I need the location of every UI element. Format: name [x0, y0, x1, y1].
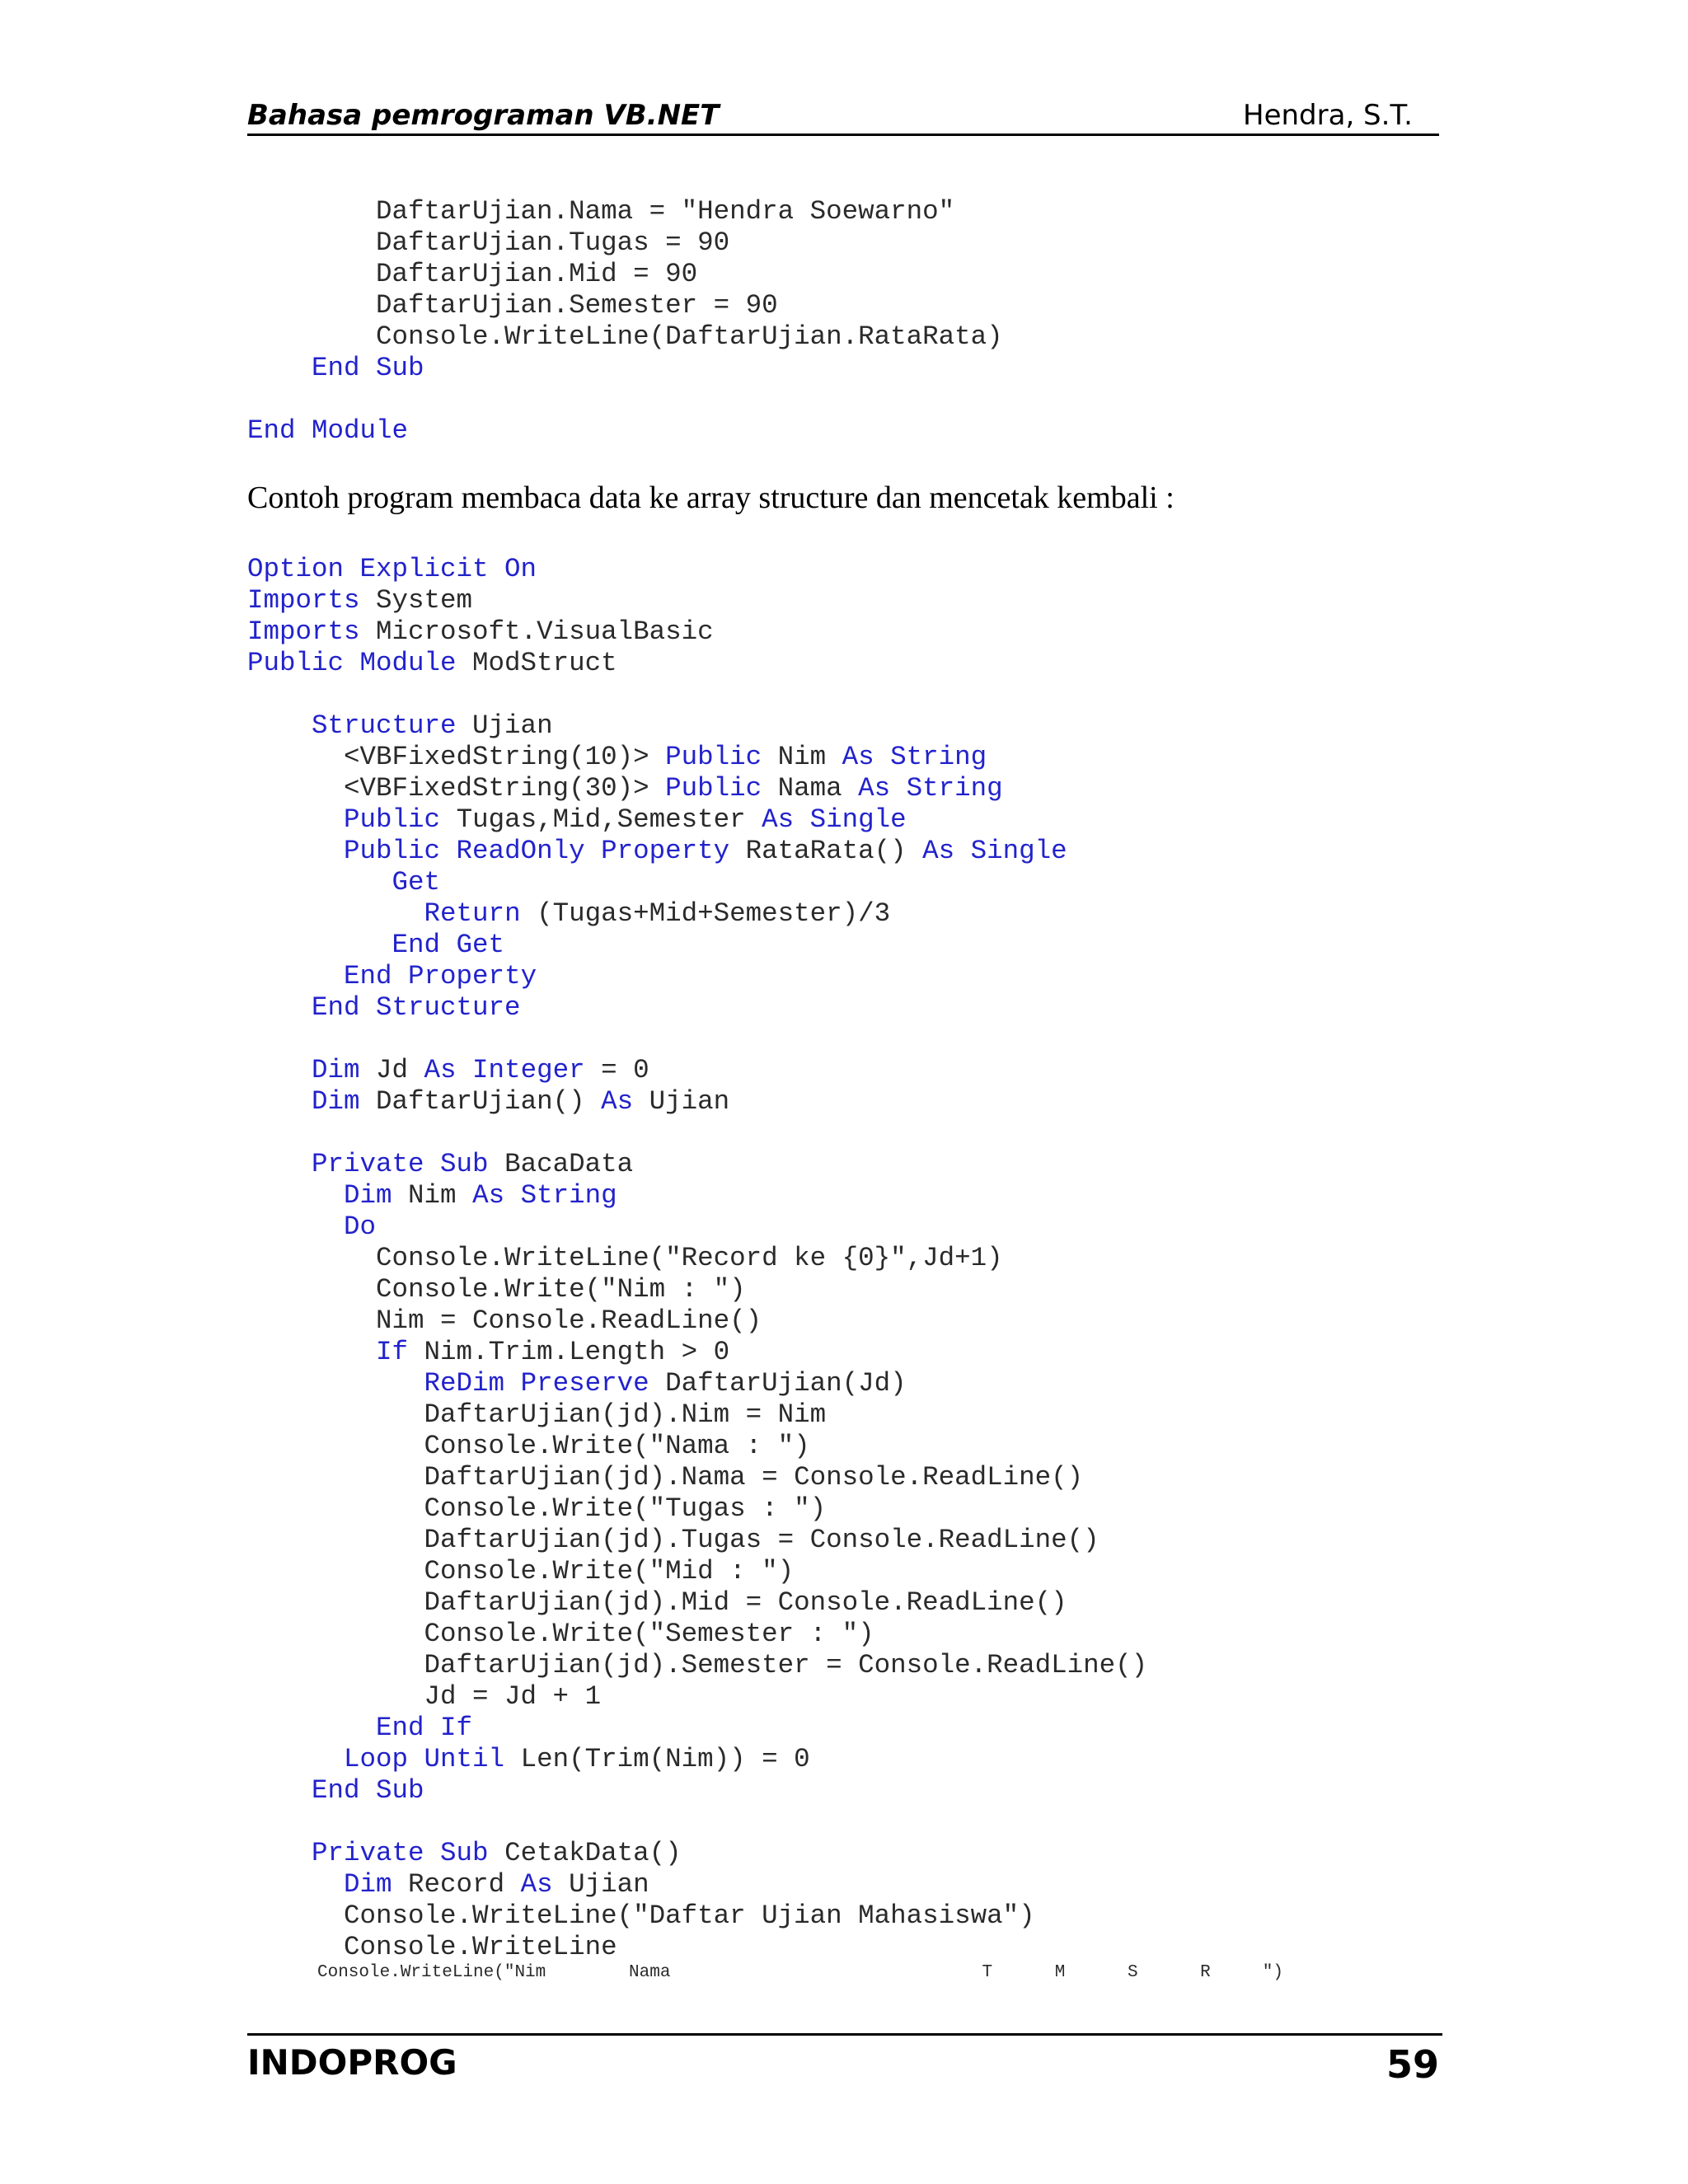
footer-rule — [247, 2033, 1442, 2036]
code-keyword: Public Module — [247, 648, 457, 678]
code-text: Ujian — [552, 1869, 649, 1900]
code-text: DaftarUjian(Jd) — [649, 1368, 907, 1399]
code-line — [247, 1713, 1147, 1744]
code-text: Nim — [762, 742, 842, 772]
code-line — [247, 961, 1147, 992]
code-keyword: End Get — [392, 930, 505, 960]
code-keyword: As Single — [922, 836, 1067, 866]
code-text — [247, 1713, 376, 1743]
code-keyword: Do — [344, 1212, 377, 1242]
code-text: CetakData() — [488, 1838, 682, 1868]
code-text: DaftarUjian.Mid = 90 — [247, 259, 698, 289]
code-text: Console.WriteLine(DaftarUjian.RataRata) — [247, 321, 1003, 352]
code-text: DaftarUjian(jd).Nama = Console.ReadLine() — [247, 1462, 1084, 1493]
code-keyword: End Sub — [312, 353, 424, 383]
code-keyword: Structure — [312, 710, 457, 741]
code-text — [247, 1149, 312, 1179]
code-keyword: As — [520, 1869, 553, 1900]
code-line — [247, 554, 1147, 585]
code-line — [247, 290, 1003, 321]
code-line — [247, 1807, 1147, 1838]
code-text — [247, 836, 344, 866]
code-text: Console.Write("Nim : ") — [247, 1274, 746, 1305]
code-text: = 0 — [584, 1055, 649, 1085]
code-text: System — [359, 585, 473, 616]
code-keyword: Dim — [344, 1180, 392, 1211]
code-text: Console.Write("Nama : ") — [247, 1431, 810, 1461]
code-line — [247, 1932, 1147, 1963]
code-keyword: As String — [858, 773, 1003, 804]
header-author: Hendra, S.T. — [1243, 99, 1413, 132]
code-text: <VBFixedString(30)> — [247, 773, 666, 804]
code-text: DaftarUjian() — [359, 1086, 602, 1117]
code-keyword: Private Sub — [312, 1149, 489, 1179]
code-text: Console.Write("Mid : ") — [247, 1556, 795, 1586]
code-text: <VBFixedString(10)> — [247, 742, 666, 772]
code-line — [247, 353, 1003, 384]
code-text: DaftarUjian(jd).Tugas = Console.ReadLine() — [247, 1525, 1100, 1555]
code-text — [247, 867, 392, 898]
code-text: Record — [392, 1869, 521, 1900]
code-text — [247, 1086, 312, 1117]
code-keyword: Private Sub — [312, 1838, 489, 1868]
code-line — [247, 1274, 1147, 1305]
code-text — [247, 353, 312, 383]
code-text: ModStruct — [456, 648, 617, 678]
code-text: DaftarUjian(jd).Semester = Console.ReadLine() — [247, 1650, 1148, 1680]
code-keyword: End Property — [344, 961, 537, 991]
code-text: Ujian — [633, 1086, 730, 1117]
code-text: Tugas,Mid,Semester — [440, 804, 762, 835]
code-text — [247, 1055, 312, 1085]
code-text: DaftarUjian(jd).Mid = Console.ReadLine() — [247, 1587, 1067, 1618]
code-line — [247, 1055, 1147, 1086]
code-line — [247, 1305, 1147, 1337]
footer-brand: INDOPROG — [247, 2042, 457, 2083]
code-keyword: Dim — [312, 1086, 360, 1117]
code-line — [247, 585, 1147, 616]
code-keyword: End Module — [247, 415, 409, 446]
code-line — [247, 1462, 1147, 1493]
code-keyword: Imports — [247, 585, 360, 616]
code-text: Ujian — [456, 710, 553, 741]
code-line — [247, 1493, 1147, 1525]
page-number: 59 — [1386, 2042, 1439, 2087]
code-keyword: Option Explicit On — [247, 554, 537, 584]
code-line — [247, 384, 1003, 415]
code-keyword: End If — [376, 1713, 473, 1743]
code-line — [247, 616, 1147, 648]
code-line — [247, 898, 1147, 930]
code-keyword: As String — [842, 742, 987, 772]
code-line — [247, 1619, 1147, 1650]
header-title: Bahasa pemrograman VB.NET — [247, 99, 720, 132]
code-keyword: ReDim Preserve — [424, 1368, 649, 1399]
code-text — [247, 1212, 344, 1242]
code-text — [247, 1337, 376, 1367]
code-keyword: Public — [344, 804, 441, 835]
code-text: Console.WriteLine — [247, 1932, 617, 1962]
code-line — [247, 1212, 1147, 1243]
code-text: Console.WriteLine("Record ke {0}",Jd+1) — [247, 1243, 1003, 1273]
code-text — [247, 1180, 344, 1211]
code-text: Nim.Trim.Length > 0 — [408, 1337, 730, 1367]
code-text: Microsoft.VisualBasic — [359, 616, 714, 647]
code-line — [247, 867, 1147, 898]
code-text — [247, 1838, 312, 1868]
code-line-small: Console.WriteLine("Nim Nama T M S R ") — [317, 1963, 1283, 1982]
code-text — [247, 1368, 424, 1399]
code-line — [247, 1399, 1147, 1431]
code-line — [247, 1556, 1147, 1587]
code-text — [247, 710, 312, 741]
code-keyword: As Single — [762, 804, 907, 835]
code-keyword: Imports — [247, 616, 360, 647]
code-line — [247, 1681, 1147, 1713]
code-line — [247, 1525, 1147, 1556]
code-keyword: Public — [665, 742, 762, 772]
code-line — [247, 679, 1147, 710]
code-line — [247, 1650, 1147, 1681]
code-text: Nim — [392, 1180, 473, 1211]
code-line — [247, 1838, 1147, 1869]
code-keyword: Public ReadOnly Property — [344, 836, 730, 866]
code-line — [247, 1368, 1147, 1399]
code-line — [247, 1149, 1147, 1180]
code-keyword: As String — [472, 1180, 617, 1211]
code-line — [247, 836, 1147, 867]
code-text: Nim = Console.ReadLine() — [247, 1305, 762, 1336]
code-line — [247, 1086, 1147, 1118]
code-text: RataRata() — [729, 836, 923, 866]
code-keyword: End Structure — [312, 992, 521, 1023]
code-keyword: As — [601, 1086, 634, 1117]
code-text: Console.Write("Tugas : ") — [247, 1493, 827, 1524]
code-text — [247, 1744, 344, 1774]
code-text — [247, 930, 392, 960]
code-line — [247, 1024, 1147, 1055]
code-text: Nama — [762, 773, 859, 804]
code-text: DaftarUjian.Semester = 90 — [247, 290, 778, 321]
code-text — [247, 1775, 312, 1806]
code-text: Jd = Jd + 1 — [247, 1681, 602, 1712]
code-text: Jd — [359, 1055, 424, 1085]
code-line — [247, 742, 1147, 773]
code-text: DaftarUjian.Nama = "Hendra Soewarno" — [247, 196, 955, 227]
code-text: Console.Write("Semester : ") — [247, 1619, 874, 1649]
code-line — [247, 992, 1147, 1024]
code-line — [247, 1587, 1147, 1619]
code-line — [247, 227, 1003, 259]
code-text — [247, 898, 424, 929]
code-line — [247, 804, 1147, 836]
code-text — [247, 992, 312, 1023]
code-line — [247, 259, 1003, 290]
code-text: Len(Trim(Nim)) = 0 — [504, 1744, 810, 1774]
code-line — [247, 648, 1147, 679]
code-keyword: End Sub — [312, 1775, 424, 1806]
code-text — [247, 961, 344, 991]
body-paragraph: Contoh program membaca data ke array structure dan mencetak kembali : — [247, 480, 1175, 515]
code-line — [247, 1744, 1147, 1775]
code-line — [247, 1337, 1147, 1368]
code-line — [247, 1869, 1147, 1900]
code-line — [247, 1775, 1147, 1807]
code-text: (Tugas+Mid+Semester)/3 — [520, 898, 891, 929]
code-line — [247, 710, 1147, 742]
code-text: DaftarUjian.Tugas = 90 — [247, 227, 730, 258]
code-line — [247, 196, 1003, 227]
code-keyword: Get — [392, 867, 441, 898]
code-block-top — [247, 196, 1003, 447]
code-line — [247, 1180, 1147, 1212]
code-keyword: Dim — [344, 1869, 392, 1900]
code-text — [247, 804, 344, 835]
page-header — [247, 97, 1439, 136]
code-keyword: Return — [424, 898, 521, 929]
code-keyword: Dim — [312, 1055, 360, 1085]
code-line — [247, 321, 1003, 353]
code-keyword: Public — [665, 773, 762, 804]
code-text — [247, 1869, 344, 1900]
code-line — [247, 1118, 1147, 1149]
code-line — [247, 1243, 1147, 1274]
code-keyword: As Integer — [424, 1055, 585, 1085]
code-line — [247, 415, 1003, 447]
code-text: Console.WriteLine("Daftar Ujian Mahasiswa") — [247, 1900, 1035, 1931]
code-line — [247, 1900, 1147, 1932]
code-text: DaftarUjian(jd).Nim = Nim — [247, 1399, 827, 1430]
code-line — [247, 773, 1147, 804]
code-text: BacaData — [488, 1149, 634, 1179]
code-block-main — [247, 554, 1147, 1963]
code-line — [247, 930, 1147, 961]
code-keyword: Loop Until — [344, 1744, 505, 1774]
code-keyword: If — [376, 1337, 409, 1367]
code-line — [247, 1431, 1147, 1462]
